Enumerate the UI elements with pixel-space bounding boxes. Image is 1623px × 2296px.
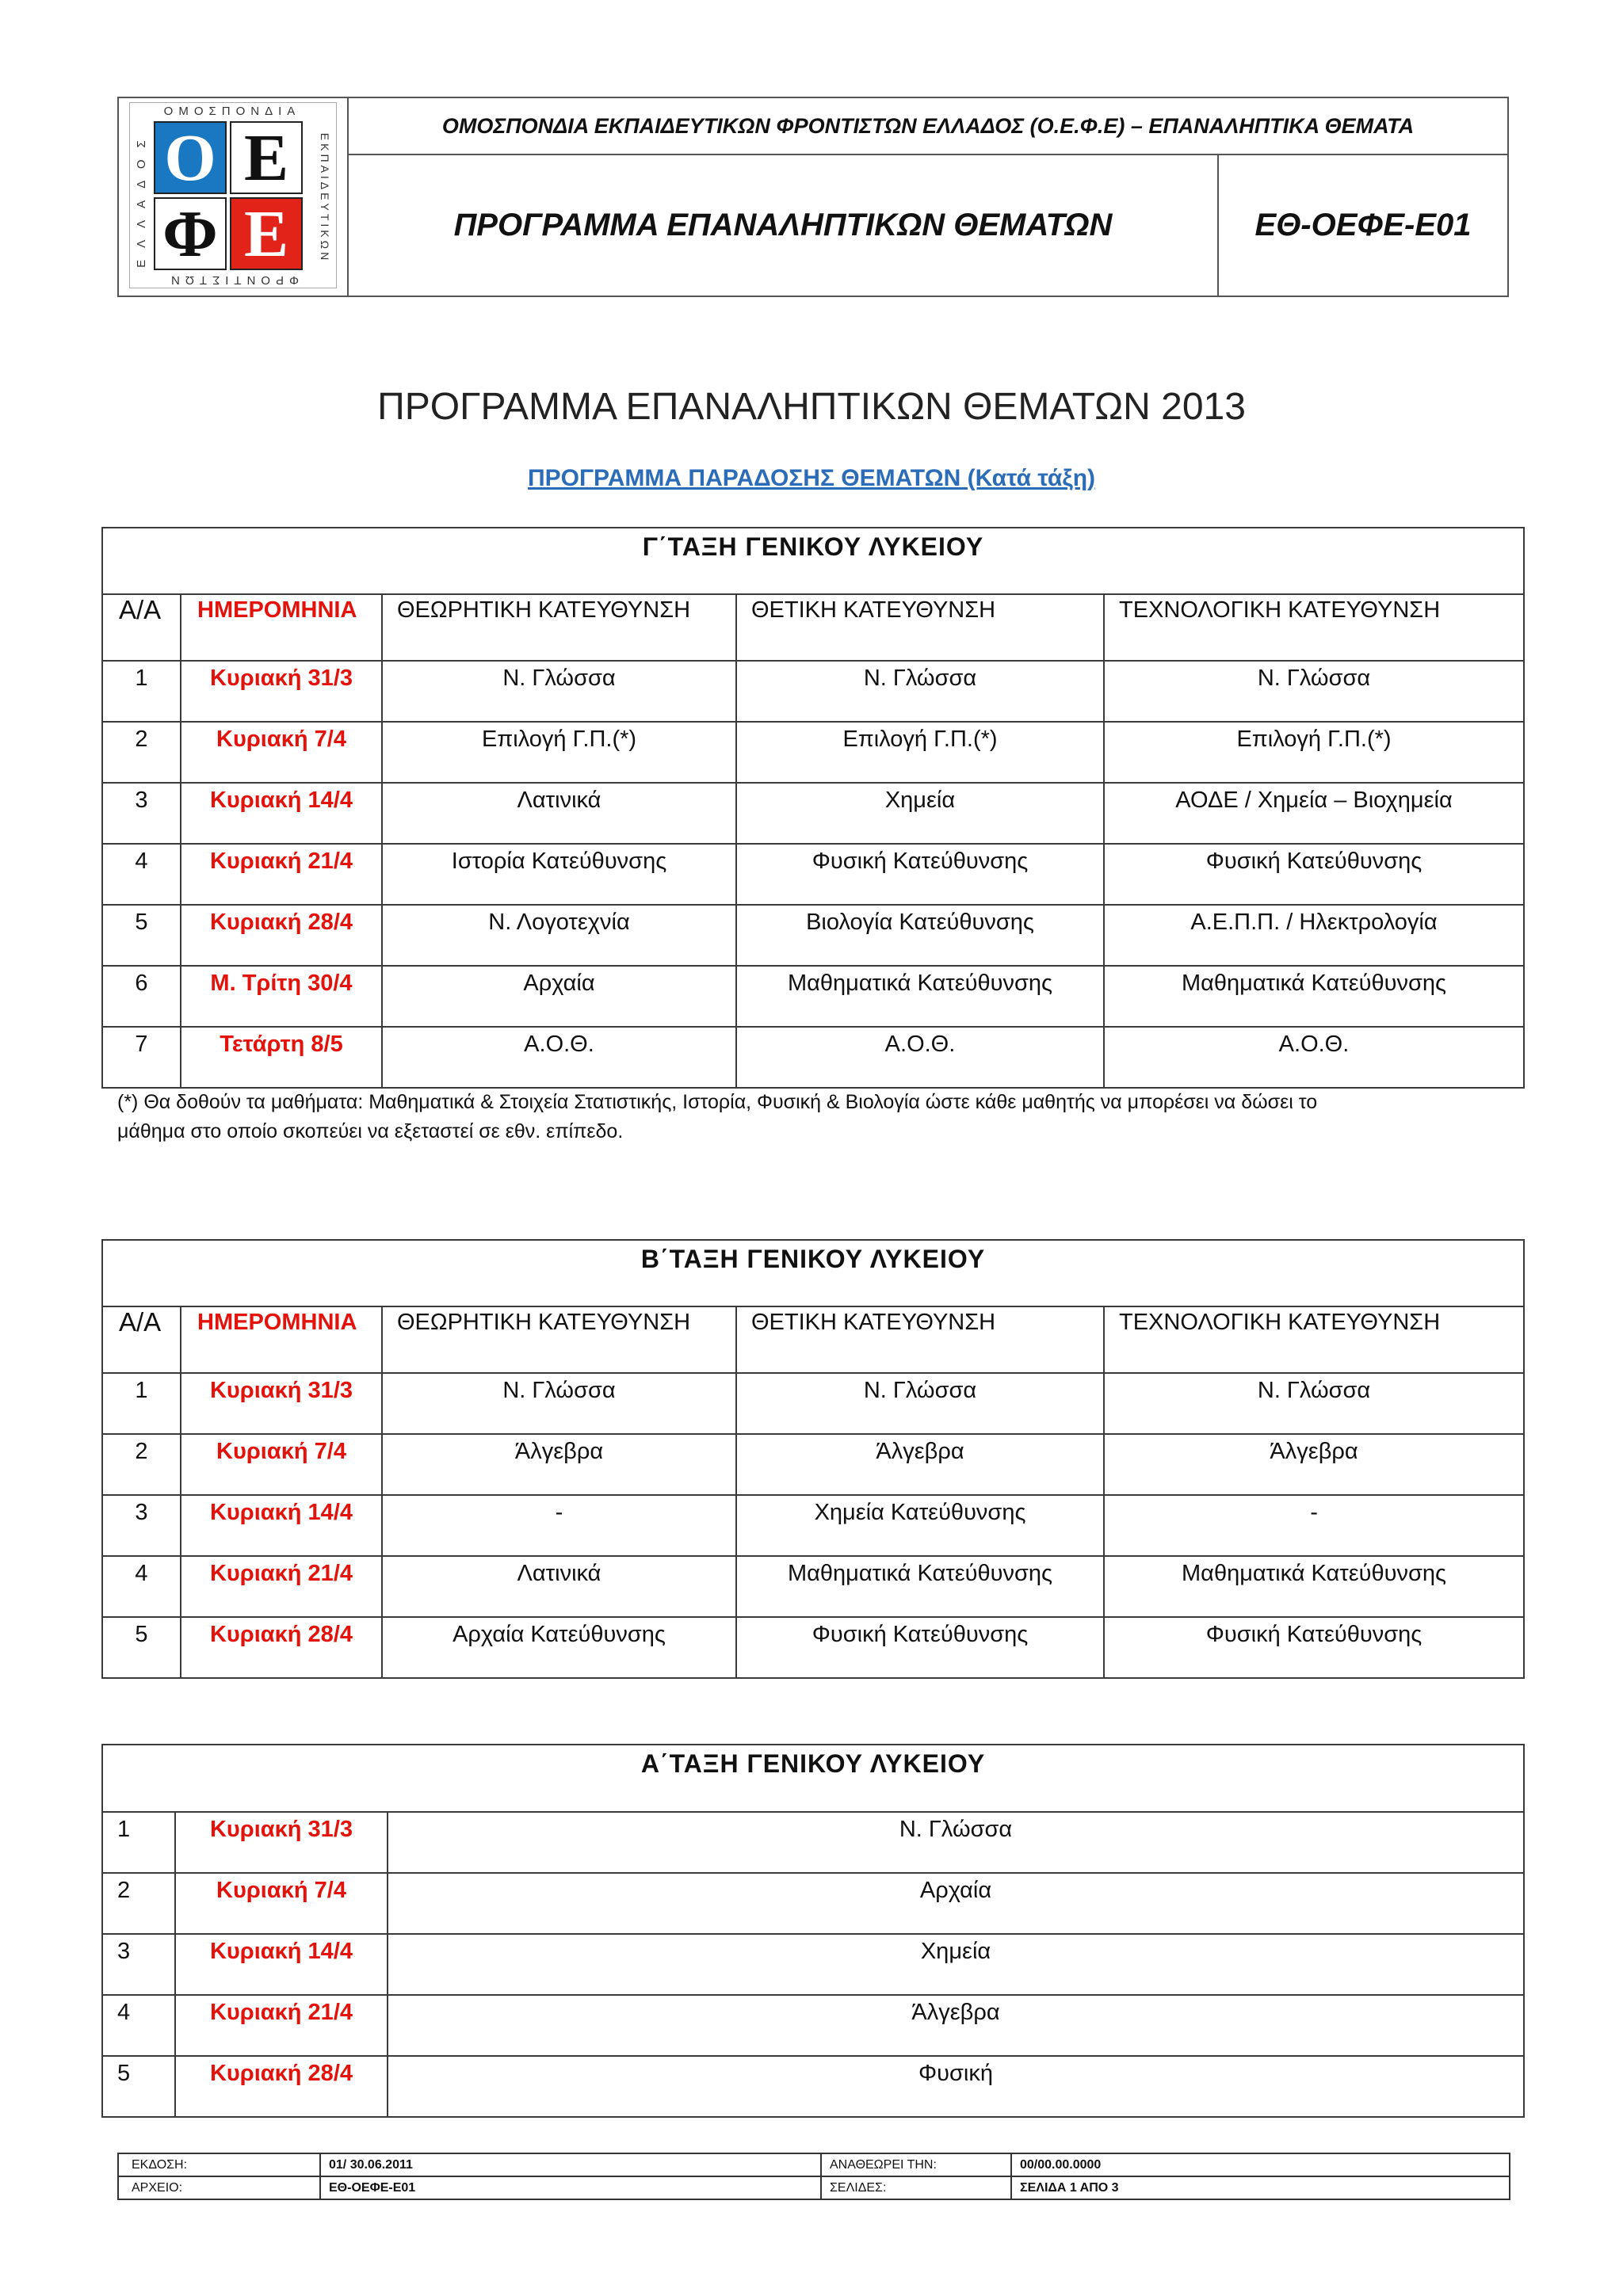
- footnote: [117, 1088, 1528, 1146]
- row-date: Κυριακή 28/4: [181, 905, 382, 966]
- edition-label: ΕΚΔΟΣΗ:: [118, 2153, 320, 2176]
- subject-cell: Ιστορία Κατεύθυνσης: [382, 844, 736, 905]
- subject-cell: Μαθηματικά Κατεύθυνσης: [1104, 1556, 1524, 1617]
- column-header-technological: ΤΕΧΝΟΛΟΓΙΚΗ ΚΑΤΕΥΘΥΝΣΗ: [1104, 594, 1524, 661]
- logo-tile-epsilon: Ε: [230, 121, 303, 194]
- row-number: 4: [102, 1556, 181, 1617]
- logo-ring-bottom-text: ΦΡΟΝΤΙΣΤΩΝ: [166, 273, 300, 287]
- table-title: Β΄ΤΑΞΗ ΓΕΝΙΚΟΥ ΛΥΚΕΙΟΥ: [102, 1240, 1524, 1306]
- subject-cell: Ν. Γλώσσα: [388, 1812, 1524, 1873]
- table-title: Γ΄ΤΑΞΗ ΓΕΝΙΚΟΥ ΛΥΚΕΙΟΥ: [102, 528, 1524, 594]
- table-row: [102, 966, 1524, 1027]
- revises-value: 00/00.00.0000: [1011, 2153, 1510, 2176]
- subject-cell: Α.Ο.Θ.: [1104, 1027, 1524, 1088]
- subject-cell: Άλγεβρα: [382, 1434, 736, 1495]
- subject-cell: Ν. Γλώσσα: [736, 1373, 1104, 1434]
- subject-cell: Α.Ο.Θ.: [382, 1027, 736, 1088]
- subject-cell: Άλγεβρα: [388, 1995, 1524, 2056]
- subject-cell: Μαθηματικά Κατεύθυνσης: [736, 966, 1104, 1027]
- row-date: Κυριακή 7/4: [181, 1434, 382, 1495]
- page-title: ΠΡΟΓΡΑΜΜΑ ΕΠΑΝΑΛΗΠΤΙΚΩΝ ΘΕΜΑΤΩΝ 2013: [377, 386, 1246, 428]
- edition-value: 01/ 30.06.2011: [320, 2153, 821, 2176]
- table-row: [102, 2056, 1524, 2117]
- subject-cell: Χημεία: [388, 1934, 1524, 1995]
- document-footer: [117, 2153, 1510, 2200]
- subject-cell: Ν. Γλώσσα: [1104, 661, 1524, 722]
- logo-cell: [119, 98, 349, 296]
- file-value: ΕΘ-ΟΕΦΕ-Ε01: [320, 2176, 821, 2199]
- subject-cell: Α.Ε.Π.Π. / Ηλεκτρολογία: [1104, 905, 1524, 966]
- subject-cell: -: [1104, 1495, 1524, 1556]
- subject-cell: Φυσική Κατεύθυνσης: [736, 1617, 1104, 1678]
- row-date: Μ. Τρίτη 30/4: [181, 966, 382, 1027]
- row-date: Κυριακή 21/4: [175, 1995, 388, 2056]
- subject-cell: Α.Ο.Θ.: [736, 1027, 1104, 1088]
- row-date: Κυριακή 7/4: [181, 722, 382, 783]
- row-number: 3: [102, 1495, 181, 1556]
- footer-row: [118, 2153, 1510, 2176]
- subject-cell: Αρχαία Κατεύθυνσης: [382, 1617, 736, 1678]
- table-title-row: [102, 1745, 1524, 1812]
- delivery-schedule-link[interactable]: ΠΡΟΓΡΑΜΜΑ ΠΑΡΑΔΟΣΗΣ ΘΕΜΑΤΩΝ (Κατά τάξη): [527, 465, 1096, 491]
- footnote-line: μάθημα στο οποίο σκοπεύει να εξεταστεί σε εθν. επίπεδο.: [117, 1120, 624, 1142]
- subject-cell: Αρχαία: [388, 1873, 1524, 1934]
- logo-tile-phi: Φ: [154, 197, 227, 270]
- row-date: Κυριακή 14/4: [175, 1934, 388, 1995]
- logo-ring-right-text: ΕΚΠΑΙΔΕΥΤΙΚΩΝ: [319, 132, 331, 264]
- subject-cell: Ν. Γλώσσα: [736, 661, 1104, 722]
- subject-cell: -: [382, 1495, 736, 1556]
- row-number: 2: [102, 1873, 175, 1934]
- subject-cell: Άλγεβρα: [1104, 1434, 1524, 1495]
- row-number: 5: [102, 2056, 175, 2117]
- row-date: Κυριακή 7/4: [175, 1873, 388, 1934]
- table-title-row: [102, 1240, 1524, 1306]
- logo-tile-omicron: Ο: [154, 121, 227, 194]
- row-date: Κυριακή 28/4: [181, 1617, 382, 1678]
- subject-cell: Άλγεβρα: [736, 1434, 1104, 1495]
- subject-cell: Μαθηματικά Κατεύθυνσης: [1104, 966, 1524, 1027]
- row-number: 7: [102, 1027, 181, 1088]
- subject-cell: Ν. Γλώσσα: [382, 1373, 736, 1434]
- table-row: [102, 905, 1524, 966]
- table-row: [102, 1617, 1524, 1678]
- row-number: 5: [102, 905, 181, 966]
- table-row: [102, 1995, 1524, 2056]
- subject-cell: Βιολογία Κατεύθυνσης: [736, 905, 1104, 966]
- row-date: Κυριακή 31/3: [181, 1373, 382, 1434]
- logo-ring-top-text: ΟΜΟΣΠΟΝΔΙΑ: [163, 105, 301, 118]
- table-title-row: [102, 528, 1524, 594]
- subject-cell: Φυσική Κατεύθυνσης: [736, 844, 1104, 905]
- table-row: [102, 661, 1524, 722]
- subject-cell: Επιλογή Γ.Π.(*): [736, 722, 1104, 783]
- table-row: [102, 844, 1524, 905]
- program-title: ΠΡΟΓΡΑΜΜΑ ΕΠΑΝΑΛΗΠΤΙΚΩΝ ΘΕΜΑΤΩΝ: [349, 155, 1219, 296]
- schedule-table-c-class: [101, 527, 1525, 1089]
- row-date: Κυριακή 14/4: [181, 1495, 382, 1556]
- row-number: 1: [102, 661, 181, 722]
- row-number: 1: [102, 1373, 181, 1434]
- table-row: [102, 1873, 1524, 1934]
- column-header-row: [102, 594, 1524, 661]
- subject-cell: Φυσική: [388, 2056, 1524, 2117]
- table-row: [102, 783, 1524, 844]
- subject-cell: Επιλογή Γ.Π.(*): [1104, 722, 1524, 783]
- logo-tile-epsilon-red: Ε: [230, 197, 303, 270]
- row-number: 4: [102, 844, 181, 905]
- subject-cell: Φυσική Κατεύθυνσης: [1104, 844, 1524, 905]
- table-row: [102, 1495, 1524, 1556]
- revises-label: ΑΝΑΘΕΩΡΕΙ ΤΗΝ:: [821, 2153, 1011, 2176]
- column-header-date: ΗΜΕΡΟΜΗΝΙΑ: [181, 1306, 382, 1373]
- logo-ring-left-text: ΕΛΛΑΔΟΣ: [135, 128, 148, 268]
- column-header-positive: ΘΕΤΙΚΗ ΚΑΤΕΥΘΥΝΣΗ: [736, 1306, 1104, 1373]
- column-header-date: ΗΜΕΡΟΜΗΝΙΑ: [181, 594, 382, 661]
- subject-cell: Ν. Λογοτεχνία: [382, 905, 736, 966]
- column-header-aa: Α/Α: [102, 594, 181, 661]
- table-row: [102, 1812, 1524, 1873]
- row-number: 2: [102, 1434, 181, 1495]
- row-date: Κυριακή 21/4: [181, 844, 382, 905]
- subject-cell: Αρχαία: [382, 966, 736, 1027]
- subject-cell: Επιλογή Γ.Π.(*): [382, 722, 736, 783]
- column-header-technological: ΤΕΧΝΟΛΟΓΙΚΗ ΚΑΤΕΥΘΥΝΣΗ: [1104, 1306, 1524, 1373]
- table-row: [102, 1373, 1524, 1434]
- table-row: [102, 1934, 1524, 1995]
- subject-cell: Ν. Γλώσσα: [382, 661, 736, 722]
- file-label: ΑΡΧΕΙΟ:: [118, 2176, 320, 2199]
- row-date: Τετάρτη 8/5: [181, 1027, 382, 1088]
- row-date: Κυριακή 21/4: [181, 1556, 382, 1617]
- pages-value: ΣΕΛΙΔΑ 1 ΑΠΟ 3: [1011, 2176, 1510, 2199]
- footnote-line: (*) Θα δοθούν τα μαθήματα: Μαθηματικά & Στοιχεία Στατιστικής, Ιστορία, Φυσική & Βιολογία ώστε κάθε μαθητής να μπορέσει να δώσει το: [117, 1091, 1318, 1113]
- subject-cell: Φυσική Κατεύθυνσης: [1104, 1617, 1524, 1678]
- row-number: 1: [102, 1812, 175, 1873]
- table-row: [102, 1434, 1524, 1495]
- pages-label: ΣΕΛΙΔΕΣ:: [821, 2176, 1011, 2199]
- subject-cell: Λατινικά: [382, 1556, 736, 1617]
- row-date: Κυριακή 28/4: [175, 2056, 388, 2117]
- footer-row: [118, 2176, 1510, 2199]
- document-code: ΕΘ-ΟΕΦΕ-Ε01: [1254, 208, 1472, 242]
- subtitle: [0, 463, 1623, 498]
- row-date: Κυριακή 31/3: [175, 1812, 388, 1873]
- column-header-aa: Α/Α: [102, 1306, 181, 1373]
- subject-cell: Χημεία: [736, 783, 1104, 844]
- row-date: Κυριακή 14/4: [181, 783, 382, 844]
- table-row: [102, 722, 1524, 783]
- column-header-theoretical: ΘΕΩΡΗΤΙΚΗ ΚΑΤΕΥΘΥΝΣΗ: [382, 594, 736, 661]
- oefe-logo: [129, 102, 337, 288]
- schedule-table-a-class: [101, 1744, 1525, 2118]
- row-number: 5: [102, 1617, 181, 1678]
- column-header-row: [102, 1306, 1524, 1373]
- column-header-positive: ΘΕΤΙΚΗ ΚΑΤΕΥΘΥΝΣΗ: [736, 594, 1104, 661]
- row-number: 3: [102, 1934, 175, 1995]
- subject-cell: Μαθηματικά Κατεύθυνσης: [736, 1556, 1104, 1617]
- row-date: Κυριακή 31/3: [181, 661, 382, 722]
- table-row: [102, 1027, 1524, 1088]
- row-number: 6: [102, 966, 181, 1027]
- table-row: [102, 1556, 1524, 1617]
- subject-cell: Χημεία Κατεύθυνσης: [736, 1495, 1104, 1556]
- row-number: 2: [102, 722, 181, 783]
- subject-cell: Λατινικά: [382, 783, 736, 844]
- column-header-theoretical: ΘΕΩΡΗΤΙΚΗ ΚΑΤΕΥΘΥΝΣΗ: [382, 1306, 736, 1373]
- document-header: [117, 97, 1509, 297]
- organization-line: ΟΜΟΣΠΟΝΔΙΑ ΕΚΠΑΙΔΕΥΤΙΚΩΝ ΦΡΟΝΤΙΣΤΩΝ ΕΛΛΑΔΟΣ (Ο.Ε.Φ.Ε) – ΕΠΑΝΑΛΗΠΤΙΚΑ ΘΕΜΑΤΑ: [349, 98, 1507, 155]
- subject-cell: Ν. Γλώσσα: [1104, 1373, 1524, 1434]
- table-title: Α΄ΤΑΞΗ ΓΕΝΙΚΟΥ ΛΥΚΕΙΟΥ: [102, 1745, 1524, 1812]
- subject-cell: ΑΟΔΕ / Χημεία – Βιοχημεία: [1104, 783, 1524, 844]
- row-number: 3: [102, 783, 181, 844]
- schedule-table-b-class: [101, 1239, 1525, 1679]
- row-number: 4: [102, 1995, 175, 2056]
